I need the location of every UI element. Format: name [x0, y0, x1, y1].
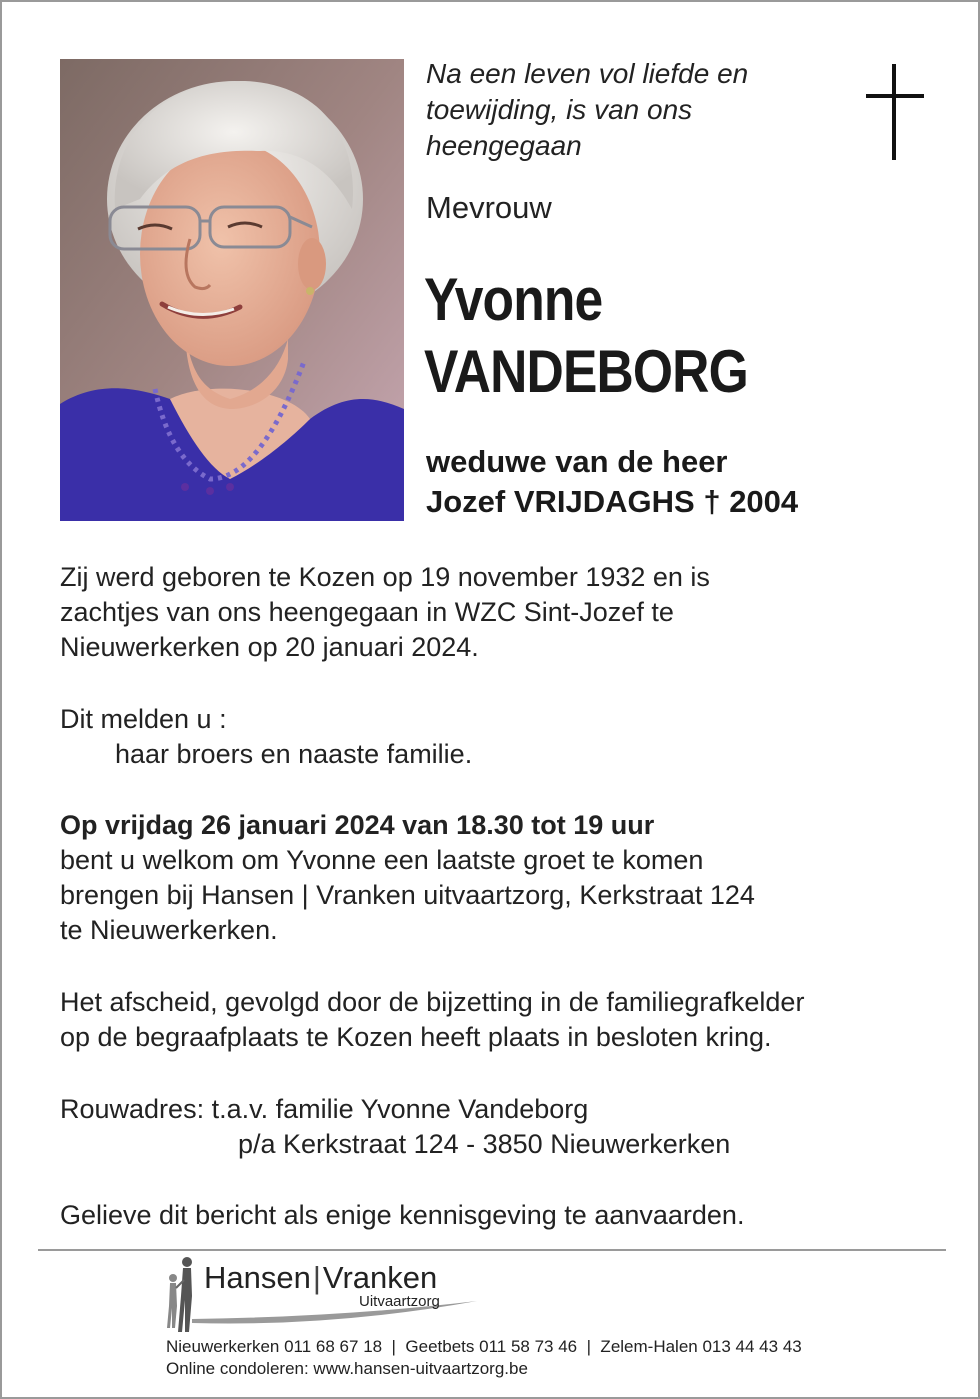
paragraph-line: Nieuwerkerken op 20 januari 2024.: [60, 632, 479, 662]
brand-right: Vranken: [322, 1260, 438, 1295]
intro-text: [426, 56, 826, 164]
paragraph-line: op de begraafplaats te Kozen heeft plaats in besloten kring.: [60, 1022, 772, 1052]
paragraph-line: zachtjes van ons heengegaan in WZC Sint-Jozef te: [60, 597, 674, 627]
address-paragraph: [60, 1092, 940, 1162]
last-name: VANDEBORG: [424, 338, 748, 405]
logo-brand: [204, 1260, 437, 1296]
intro-line: Na een leven vol liefde en: [426, 58, 749, 89]
spouse-line-2: Jozef VRIJDAGHS † 2004: [426, 484, 799, 519]
brand-separator: |: [312, 1260, 321, 1295]
spouse-line-1: weduwe van de heer: [426, 444, 728, 479]
closing-text: Gelieve dit bericht als enige kennisgeving te aanvaarden.: [60, 1200, 745, 1230]
footer-website: Online condoleren: www.hansen-uitvaartzorg.be: [166, 1359, 528, 1378]
announcement-line-1: Dit melden u :: [60, 704, 227, 734]
paragraph-line: brengen bij Hansen | Vranken uitvaartzorg, Kerkstraat 124: [60, 880, 755, 910]
address-line-2: p/a Kerkstraat 124 - 3850 Nieuwerkerken: [238, 1129, 731, 1159]
farewell-paragraph: [60, 985, 940, 1055]
spouse-info: [426, 442, 798, 522]
closing-line: [60, 1198, 940, 1233]
paragraph-line: bent u welkom om Yvonne een laatste groet te komen: [60, 845, 704, 875]
deceased-name: [424, 264, 748, 408]
cross-icon: [866, 64, 924, 162]
portrait-photo: [60, 59, 404, 521]
birth-death-paragraph: [60, 560, 940, 665]
visitation-paragraph: [60, 808, 940, 948]
announcement-line-2: haar broers en naaste familie.: [115, 739, 473, 769]
visitation-heading: Op vrijdag 26 januari 2024 van 18.30 tot 19 uur: [60, 810, 655, 840]
logo-subtitle: Uitvaartzorg: [359, 1293, 440, 1310]
paragraph-line: Zij werd geboren te Kozen op 19 november 1932 en is: [60, 562, 710, 592]
divider: [38, 1249, 946, 1251]
footer-contact: [166, 1336, 802, 1380]
brand-left: Hansen: [204, 1260, 311, 1295]
first-name: Yvonne: [424, 266, 603, 333]
footer-phones: Nieuwerkerken 011 68 67 18 | Geetbets 011 58 73 46 | Zelem-Halen 013 44 43 43: [166, 1337, 802, 1356]
intro-line: toewijding, is van ons: [426, 94, 693, 125]
paragraph-line: Het afscheid, gevolgd door de bijzetting in de familiegrafkelder: [60, 987, 805, 1017]
paragraph-line: te Nieuwerkerken.: [60, 915, 278, 945]
title-prefix: Mevrouw: [426, 190, 552, 225]
intro-line: heengegaan: [426, 130, 582, 161]
address-line-1: Rouwadres: t.a.v. familie Yvonne Vandeborg: [60, 1094, 589, 1124]
announcement-paragraph: [60, 702, 940, 772]
